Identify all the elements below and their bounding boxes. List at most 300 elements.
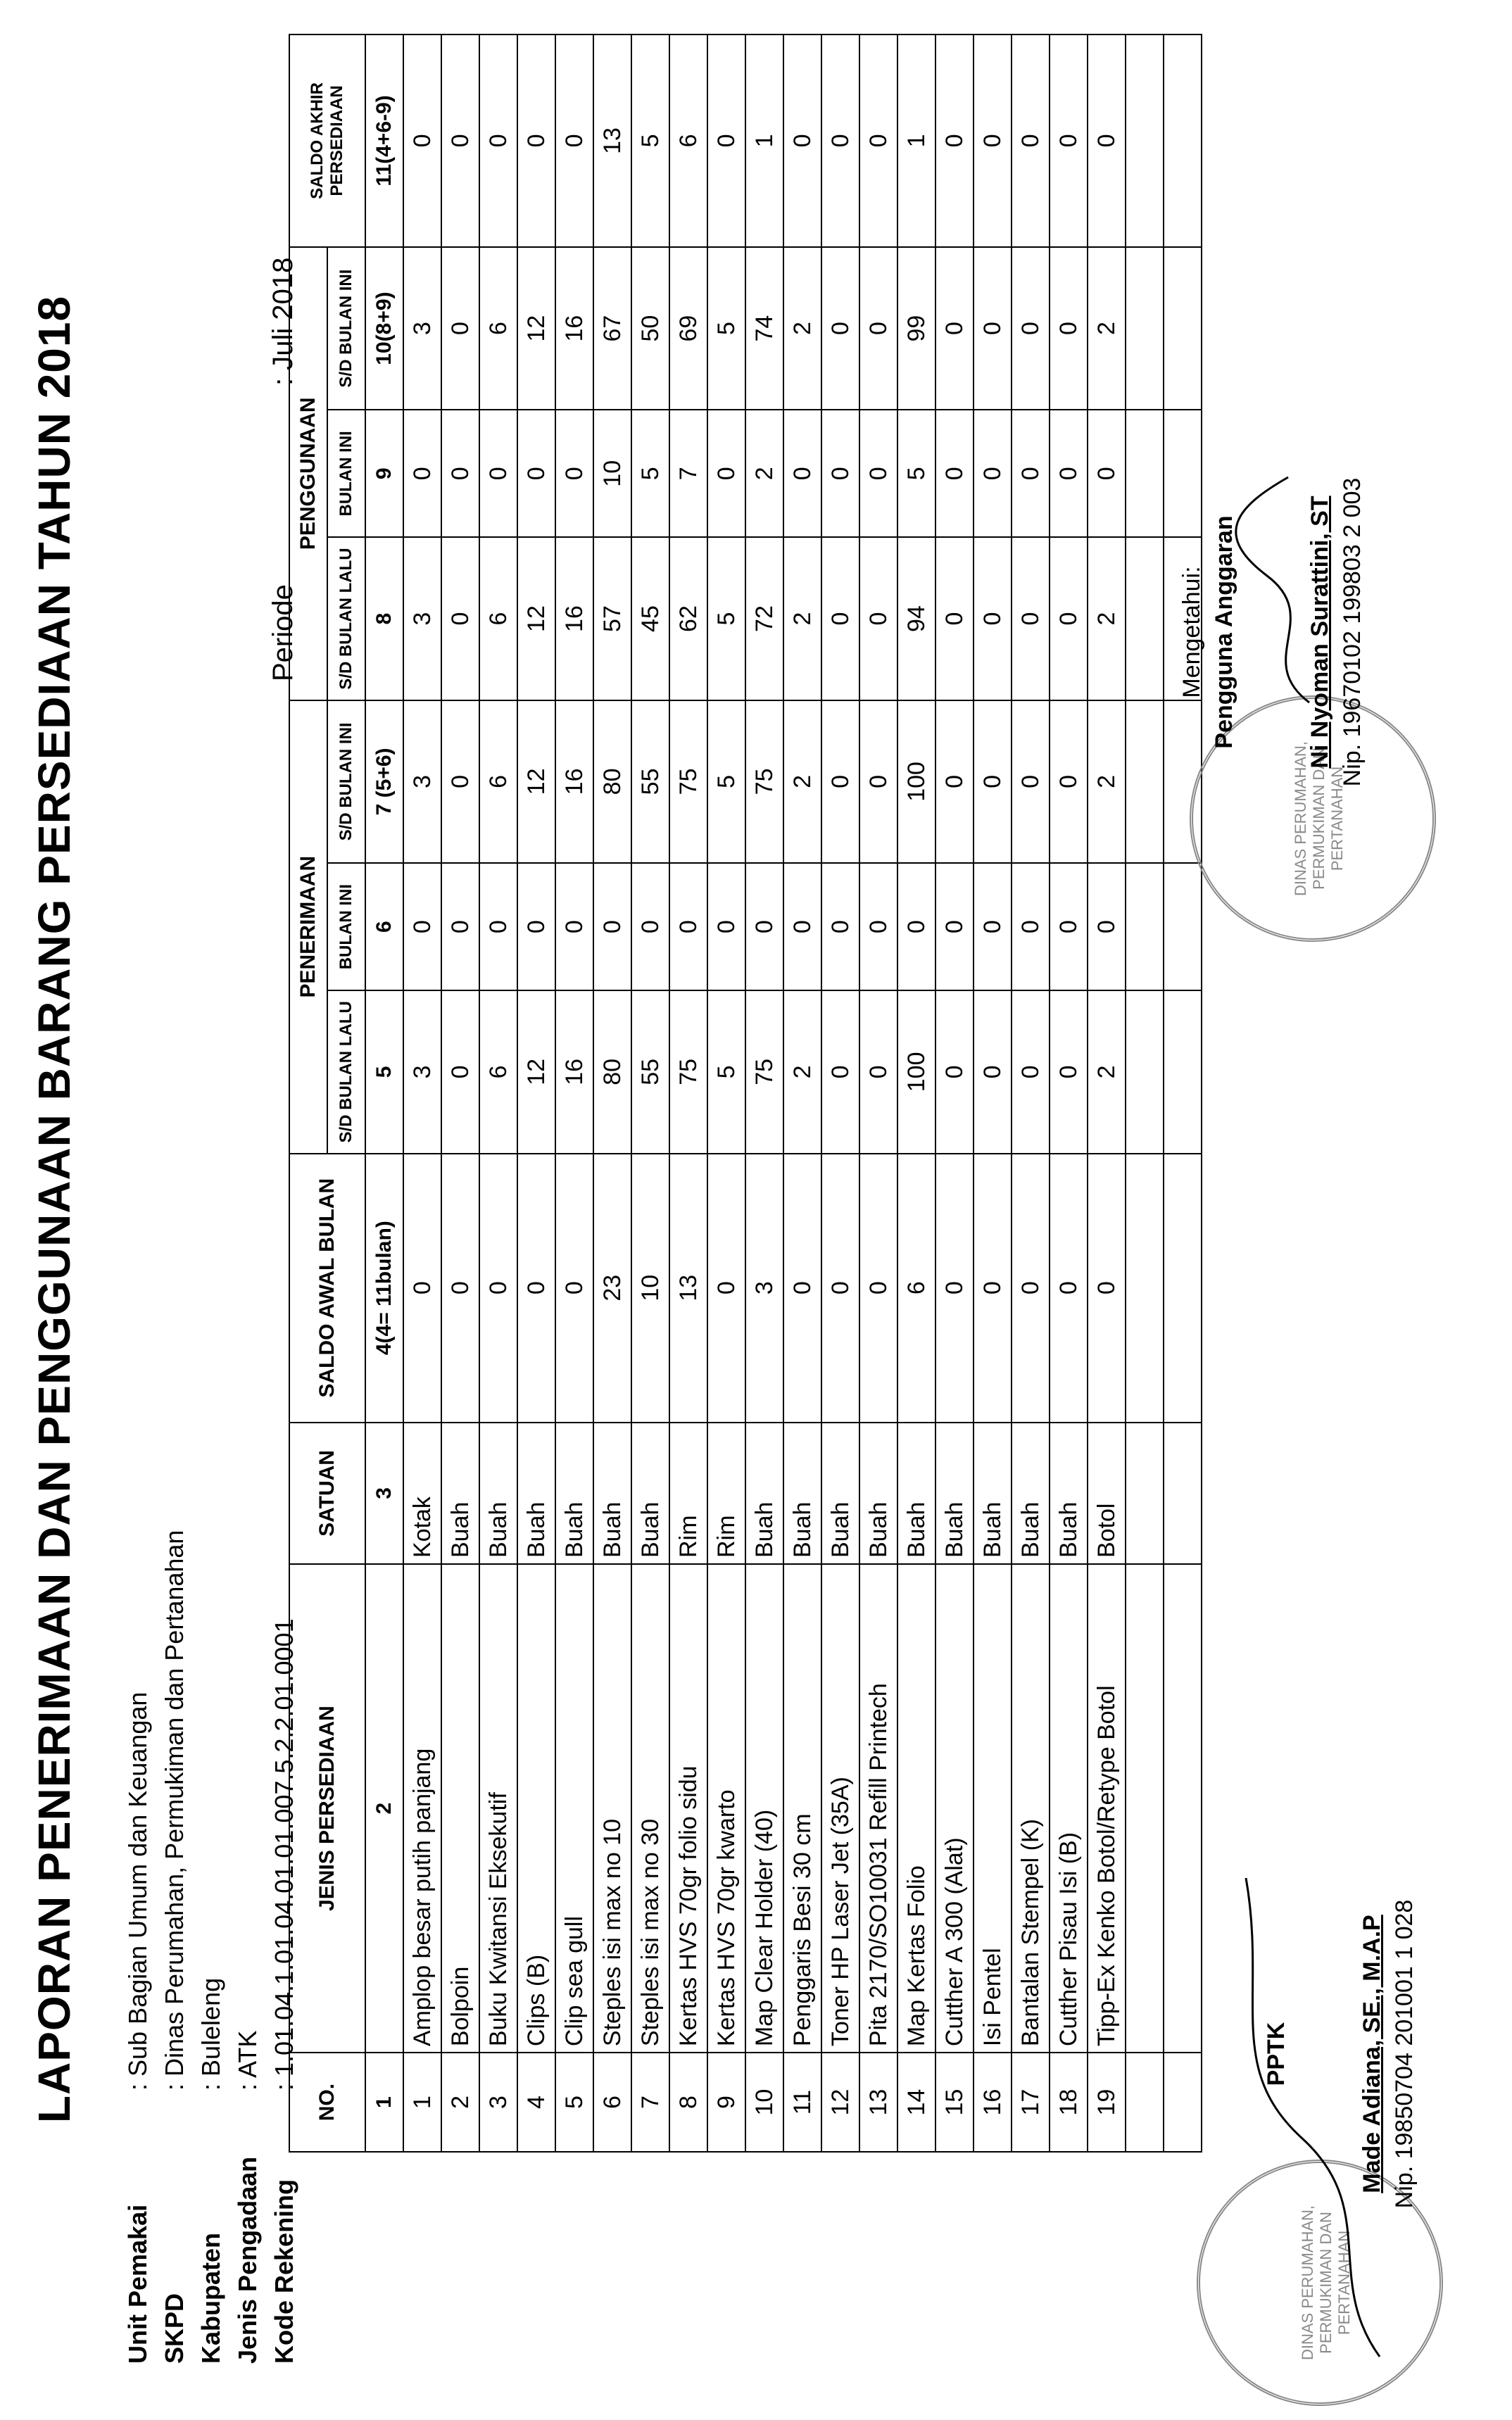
table-cell: 0 — [555, 34, 593, 247]
header-penggunaan-sd-ini: S/D BULAN INI — [327, 247, 365, 410]
meta-label: Kode Rekening — [270, 2179, 298, 2364]
table-cell: 74 — [745, 247, 783, 410]
table-cell: 6 — [479, 537, 517, 700]
header-saldo-awal: SALDO AWAL BULAN — [289, 1154, 365, 1423]
table-cell — [1126, 34, 1164, 247]
table-cell: 13 — [593, 34, 631, 247]
table-cell: 0 — [441, 700, 479, 863]
table-cell: Kertas HVS 70gr kwarto — [707, 1564, 745, 2053]
table-cell: 15 — [935, 2053, 974, 2152]
column-number: 2 — [365, 1564, 403, 2053]
table-row — [593, 34, 631, 2152]
table-cell: 19 — [1088, 2053, 1126, 2152]
table-cell: Map Kertas Folio — [897, 1564, 935, 2053]
meta-value: : ATK — [233, 2030, 262, 2091]
sign-nip: Nip. 19850704 201001 1 028 — [1391, 1899, 1418, 2209]
table-cell: 5 — [631, 34, 669, 247]
table-cell: 0 — [935, 990, 974, 1153]
column-number: 7 (5+6) — [365, 700, 403, 863]
table-cell: 16 — [555, 537, 593, 700]
header-penggunaan-bulan-ini: BULAN INI — [327, 410, 365, 537]
table-cell: 0 — [783, 34, 821, 247]
header-penerimaan-sd-lalu: S/D BULAN LALU — [327, 990, 365, 1153]
table-cell: 50 — [631, 247, 669, 410]
table-cell: Cutther A 300 (Alat) — [935, 1564, 974, 2053]
table-row-blank — [1164, 34, 1202, 2152]
table-cell: 3 — [403, 990, 441, 1153]
table-row — [859, 34, 897, 2152]
table-cell: 0 — [707, 410, 745, 537]
meta-value: : Sub Bagian Umum dan Keuangan — [123, 1691, 152, 2091]
table-cell: 0 — [555, 410, 593, 537]
table-cell: 75 — [669, 700, 707, 863]
table-cell: Kertas HVS 70gr folio sidu — [669, 1564, 707, 2053]
table-row — [403, 34, 441, 2152]
table-cell: 2 — [1088, 990, 1126, 1153]
table-cell: 0 — [821, 34, 859, 247]
table-row — [707, 34, 745, 2152]
table-cell: 0 — [859, 1154, 897, 1423]
sign-intro: Mengetahui: — [1178, 566, 1205, 698]
table-cell: 3 — [403, 700, 441, 863]
table-cell: 12 — [517, 700, 555, 863]
table-cell: Botol — [1088, 1423, 1126, 1564]
table-cell: 3 — [745, 1154, 783, 1423]
table-cell: 0 — [935, 1154, 974, 1423]
table-cell — [1164, 1423, 1202, 1564]
table-cell: 0 — [859, 537, 897, 700]
sign-role: PPTK — [1263, 2022, 1290, 2086]
column-number: 3 — [365, 1423, 403, 1564]
table-cell: 0 — [517, 1154, 555, 1423]
table-cell: Map Clear Holder (40) — [745, 1564, 783, 2053]
table-cell — [1164, 34, 1202, 247]
table-cell: Buah — [593, 1423, 631, 1564]
column-number: 5 — [365, 990, 403, 1153]
table-cell — [1126, 700, 1164, 863]
table-cell: 0 — [441, 410, 479, 537]
table-cell: 0 — [1050, 700, 1088, 863]
table-cell: 0 — [479, 1154, 517, 1423]
table-cell: 0 — [1088, 863, 1126, 990]
table-cell: 1 — [745, 34, 783, 247]
table-cell: 1 — [403, 2053, 441, 2152]
table-row — [555, 34, 593, 2152]
table-cell: 6 — [669, 34, 707, 247]
table-cell: 100 — [897, 990, 935, 1153]
table-cell: 0 — [821, 700, 859, 863]
table-cell: 0 — [403, 863, 441, 990]
meta-row-jenis — [229, 1530, 266, 2364]
header-penerimaan-bulan-ini: BULAN INI — [327, 863, 365, 990]
table-cell: 0 — [859, 863, 897, 990]
table-cell: 13 — [669, 1154, 707, 1423]
table-row — [1050, 34, 1088, 2152]
table-cell: 5 — [707, 990, 745, 1153]
table-cell: 0 — [669, 863, 707, 990]
table-cell: 12 — [517, 990, 555, 1153]
table-cell: Toner HP Laser Jet (35A) — [821, 1564, 859, 2053]
table-cell: 0 — [974, 700, 1012, 863]
table-cell: 18 — [1050, 2053, 1088, 2152]
table-cell: 0 — [974, 34, 1012, 247]
table-cell: 5 — [555, 2053, 593, 2152]
table-cell: 0 — [1050, 863, 1088, 990]
table-row — [935, 34, 974, 2152]
table-cell: 0 — [859, 700, 897, 863]
table-cell: 0 — [1012, 537, 1050, 700]
meta-row-kabupaten — [193, 1530, 229, 2364]
table-cell: 0 — [631, 863, 669, 990]
meta-row-skpd — [156, 1530, 193, 2364]
table-cell: 0 — [479, 863, 517, 990]
table-cell: Clips (B) — [517, 1564, 555, 2053]
table-cell: 0 — [1050, 410, 1088, 537]
table-row — [783, 34, 821, 2152]
table-row — [745, 34, 783, 2152]
table-cell: 10 — [745, 2053, 783, 2152]
table-cell: 0 — [1050, 247, 1088, 410]
table-cell: 16 — [555, 247, 593, 410]
table-cell: Penggaris Besi 30 cm — [783, 1564, 821, 2053]
table-cell: 72 — [745, 537, 783, 700]
stamp-text: DINAS PERUMAHAN, PERMUKIMAN DAN PERTANAHAN — [1299, 2205, 1353, 2361]
table-cell: 0 — [441, 34, 479, 247]
table-cell: Buah — [441, 1423, 479, 1564]
table-cell: 0 — [974, 410, 1012, 537]
table-cell: 14 — [897, 2053, 935, 2152]
table-cell: 0 — [1050, 990, 1088, 1153]
table-cell: 10 — [593, 410, 631, 537]
table-cell: 0 — [441, 990, 479, 1153]
table-cell: 57 — [593, 537, 631, 700]
table-cell: 5 — [897, 410, 935, 537]
table-cell: 6 — [479, 700, 517, 863]
table-cell: 45 — [631, 537, 669, 700]
table-cell: 0 — [593, 863, 631, 990]
table-cell: 0 — [897, 863, 935, 990]
table-cell: 0 — [517, 34, 555, 247]
table-cell: 0 — [479, 34, 517, 247]
table-cell: 0 — [403, 1154, 441, 1423]
table-cell — [1126, 863, 1164, 990]
table-cell: 16 — [555, 700, 593, 863]
table-cell: Tipp-Ex Kenko Botol/Retype Botol — [1088, 1564, 1126, 2053]
table-cell: 80 — [593, 700, 631, 863]
table-cell: 0 — [821, 863, 859, 990]
table-cell: 6 — [593, 2053, 631, 2152]
table-row — [821, 34, 859, 2152]
table-row — [974, 34, 1012, 2152]
table-cell: 0 — [821, 537, 859, 700]
table-row — [517, 34, 555, 2152]
table-cell — [1126, 410, 1164, 537]
table-cell: 0 — [1012, 990, 1050, 1153]
table-cell: Buah — [783, 1423, 821, 1564]
table-cell: 0 — [1012, 247, 1050, 410]
table-cell: 0 — [783, 863, 821, 990]
table-cell — [1126, 537, 1164, 700]
table-cell: Buah — [935, 1423, 974, 1564]
table-cell: 0 — [1012, 1154, 1050, 1423]
table-cell — [1164, 990, 1202, 1153]
table-cell: 2 — [1088, 700, 1126, 863]
meta-label: SKPD — [160, 2293, 189, 2364]
periode-label: Periode — [267, 584, 298, 681]
table-cell: 5 — [631, 410, 669, 537]
table-cell: 0 — [974, 537, 1012, 700]
table-cell: 0 — [935, 247, 974, 410]
table-cell: Buah — [631, 1423, 669, 1564]
column-number: 1 — [365, 2053, 403, 2152]
sign-name: Made Adiana, SE., M.A.P — [1359, 1915, 1385, 2193]
table-cell: 0 — [859, 410, 897, 537]
table-cell: 0 — [859, 34, 897, 247]
table-cell: 12 — [517, 247, 555, 410]
table-cell: Buah — [821, 1423, 859, 1564]
table-cell: 75 — [745, 700, 783, 863]
table-cell: 67 — [593, 247, 631, 410]
table-cell: Buah — [555, 1423, 593, 1564]
table-cell: 6 — [479, 990, 517, 1153]
table-cell: Steples isi max no 30 — [631, 1564, 669, 2053]
table-cell: 5 — [707, 537, 745, 700]
table-cell: 2 — [783, 247, 821, 410]
table-cell: 5 — [707, 247, 745, 410]
table-cell: 62 — [669, 537, 707, 700]
table-cell — [1164, 1564, 1202, 2053]
table-cell: 0 — [745, 863, 783, 990]
table-cell: 2 — [745, 410, 783, 537]
sign-nip: Nip. 19670102 199803 2 003 — [1339, 477, 1366, 787]
table-cell: 55 — [631, 990, 669, 1153]
handwritten-signature-right — [1239, 1871, 1394, 2364]
table-cell: 9 — [707, 2053, 745, 2152]
table-cell — [1164, 1154, 1202, 1423]
table-cell — [1126, 990, 1164, 1153]
table-cell: 0 — [974, 247, 1012, 410]
table-cell: 5 — [707, 700, 745, 863]
table-cell: 0 — [1012, 34, 1050, 247]
table-cell: 0 — [1050, 537, 1088, 700]
table-cell: 3 — [403, 537, 441, 700]
table-cell: 12 — [821, 2053, 859, 2152]
header-jenis: JENIS PERSEDIAAN — [289, 1564, 365, 2053]
header-penerimaan-sd-ini: S/D BULAN INI — [327, 700, 365, 863]
table-row — [669, 34, 707, 2152]
table-cell: 0 — [974, 990, 1012, 1153]
meta-value: : Buleleng — [196, 1977, 225, 2091]
table-cell: 10 — [631, 1154, 669, 1423]
table-cell: Isi Pentel — [974, 1564, 1012, 2053]
meta-label: Kabupaten — [196, 2232, 225, 2364]
table-cell: 0 — [935, 863, 974, 990]
table-cell: Pita 2170/SO10031 Refill Printech — [859, 1564, 897, 2053]
header-saldo-akhir — [289, 34, 365, 247]
table-cell: 2 — [783, 537, 821, 700]
meta-value: : Dinas Perumahan, Permukiman dan Pertanahan — [160, 1530, 189, 2091]
table-cell: Bolpoin — [441, 1564, 479, 2053]
meta-label: Unit Pemakai — [123, 2204, 152, 2364]
table-cell: 0 — [441, 247, 479, 410]
table-cell: 7 — [669, 410, 707, 537]
table-cell: 13 — [859, 2053, 897, 2152]
table-cell — [1126, 1423, 1164, 1564]
table-cell: Buah — [897, 1423, 935, 1564]
table-cell — [1126, 247, 1164, 410]
table-cell: 17 — [1012, 2053, 1050, 2152]
table-cell: 0 — [1088, 1154, 1126, 1423]
table-cell: 0 — [1088, 34, 1126, 247]
table-cell: 99 — [897, 247, 935, 410]
table-cell: 4 — [517, 2053, 555, 2152]
table-cell: 0 — [441, 863, 479, 990]
table-cell: 0 — [1088, 410, 1126, 537]
table-cell: Rim — [669, 1423, 707, 1564]
report-title: LAPORAN PENERIMAAN DAN PENGGUNAAN BARANG PERSEDIAAN TAHUN 2018 — [29, 295, 80, 2124]
table-cell: 0 — [1012, 863, 1050, 990]
table-cell: 0 — [935, 537, 974, 700]
table-cell: 0 — [821, 410, 859, 537]
table-cell: 0 — [1050, 1154, 1088, 1423]
table-cell: 0 — [859, 990, 897, 1153]
table-cell: 75 — [669, 990, 707, 1153]
table-cell: 2 — [783, 700, 821, 863]
table-row — [1088, 34, 1126, 2152]
column-number: 9 — [365, 410, 403, 537]
column-number: 10(8+9) — [365, 247, 403, 410]
header-penerimaan: PENERIMAAN — [289, 700, 327, 1154]
table-cell: 0 — [783, 410, 821, 537]
table-cell: 0 — [479, 410, 517, 537]
table-row — [1012, 34, 1050, 2152]
table-cell: 0 — [517, 410, 555, 537]
table-cell: 8 — [669, 2053, 707, 2152]
table-cell: 0 — [935, 34, 974, 247]
table-cell: 1 — [897, 34, 935, 247]
table-cell: 0 — [821, 990, 859, 1153]
table-row — [897, 34, 935, 2152]
meta-row-unit — [120, 1530, 156, 2364]
table-cell: 16 — [555, 990, 593, 1153]
table-cell: 23 — [593, 1154, 631, 1423]
table-cell: 0 — [1012, 410, 1050, 537]
table-cell: 3 — [403, 247, 441, 410]
table-cell: 0 — [783, 1154, 821, 1423]
table-cell: 80 — [593, 990, 631, 1153]
table-cell: Kotak — [403, 1423, 441, 1564]
table-cell: 12 — [517, 537, 555, 700]
table-row — [479, 34, 517, 2152]
table-cell: 100 — [897, 700, 935, 863]
table-cell: 7 — [631, 2053, 669, 2152]
table-cell: 3 — [479, 2053, 517, 2152]
table-cell: 2 — [441, 2053, 479, 2152]
report-metadata — [120, 1530, 303, 2364]
sign-name: Ni Nyoman Surattini, ST — [1306, 496, 1333, 769]
table-cell: Buah — [974, 1423, 1012, 1564]
table-cell: Buah — [1050, 1423, 1088, 1564]
table-cell: 6 — [479, 247, 517, 410]
inventory-table — [289, 34, 1202, 2153]
table-cell: 2 — [1088, 247, 1126, 410]
table-cell: 0 — [403, 410, 441, 537]
header-penggunaan: PENGGUNAAN — [289, 247, 327, 700]
table-cell: 0 — [707, 1154, 745, 1423]
table-cell: Cutther Pisau Isi (B) — [1050, 1564, 1088, 2053]
table-cell — [1164, 2053, 1202, 2152]
table-cell: 0 — [935, 700, 974, 863]
column-number: 6 — [365, 863, 403, 990]
table-cell: Buah — [745, 1423, 783, 1564]
column-number: 4(4= 11bulan) — [365, 1154, 403, 1423]
table-body — [365, 34, 1202, 2152]
table-row — [631, 34, 669, 2152]
table-cell: 94 — [897, 537, 935, 700]
meta-label: Jenis Pengadaan — [233, 2156, 262, 2364]
header-satuan: SATUAN — [289, 1423, 365, 1564]
table-cell: 0 — [403, 34, 441, 247]
table-cell: Steples isi max no 10 — [593, 1564, 631, 2053]
table-cell: Buah — [859, 1423, 897, 1564]
table-cell: Rim — [707, 1423, 745, 1564]
table-cell: Buah — [517, 1423, 555, 1564]
table-cell: Buah — [1012, 1423, 1050, 1564]
header-saldo-akhir-line1: SALDO AKHIR — [308, 82, 327, 199]
table-cell: 16 — [974, 2053, 1012, 2152]
meta-value: : 1.01.04.1.01.04.01.01.007.5.2.2.01.0001 — [270, 1618, 298, 2091]
table-cell: Clip sea gull — [555, 1564, 593, 2053]
table-cell — [1126, 2053, 1164, 2152]
table-cell: 0 — [821, 1154, 859, 1423]
table-cell — [1126, 1154, 1164, 1423]
table-cell: 75 — [745, 990, 783, 1153]
table-cell: Bantalan Stempel (K) — [1012, 1564, 1050, 2053]
table-cell: 0 — [441, 537, 479, 700]
table-cell: 0 — [974, 863, 1012, 990]
table-cell: Buku Kwitansi Eksekutif — [479, 1564, 517, 2053]
table-cell: 11 — [783, 2053, 821, 2152]
table-cell — [1126, 1564, 1164, 2053]
column-number: 8 — [365, 537, 403, 700]
table-cell: 6 — [897, 1154, 935, 1423]
table-cell: 2 — [1088, 537, 1126, 700]
header-penggunaan-sd-lalu: S/D BULAN LALU — [327, 537, 365, 700]
table-cell: 0 — [1012, 700, 1050, 863]
periode-value: : Juli 2018 — [267, 257, 298, 386]
table-cell: 0 — [935, 410, 974, 537]
column-number: 11(4+6-9) — [365, 34, 403, 247]
table-cell: 0 — [707, 863, 745, 990]
table-row — [441, 34, 479, 2152]
table-cell: Buah — [479, 1423, 517, 1564]
header-no: NO. — [289, 2053, 365, 2152]
table-cell: Amplop besar putih panjang — [403, 1564, 441, 2053]
stamp-text: DINAS PERUMAHAN, PERMUKIMAN DAN PERTANAHAN — [1292, 741, 1346, 897]
table-cell: 55 — [631, 700, 669, 863]
column-number-row — [365, 34, 403, 2152]
handwritten-signature-left — [1225, 463, 1337, 717]
table-cell: 0 — [441, 1154, 479, 1423]
table-cell: 0 — [555, 863, 593, 990]
table-row-blank — [1126, 34, 1164, 2152]
table-cell: 2 — [783, 990, 821, 1153]
table-cell: 0 — [555, 1154, 593, 1423]
header-saldo-akhir-line2: PERSEDIAAN — [327, 85, 346, 196]
table-cell: 0 — [1050, 34, 1088, 247]
table-cell: 0 — [859, 247, 897, 410]
table-cell: 69 — [669, 247, 707, 410]
